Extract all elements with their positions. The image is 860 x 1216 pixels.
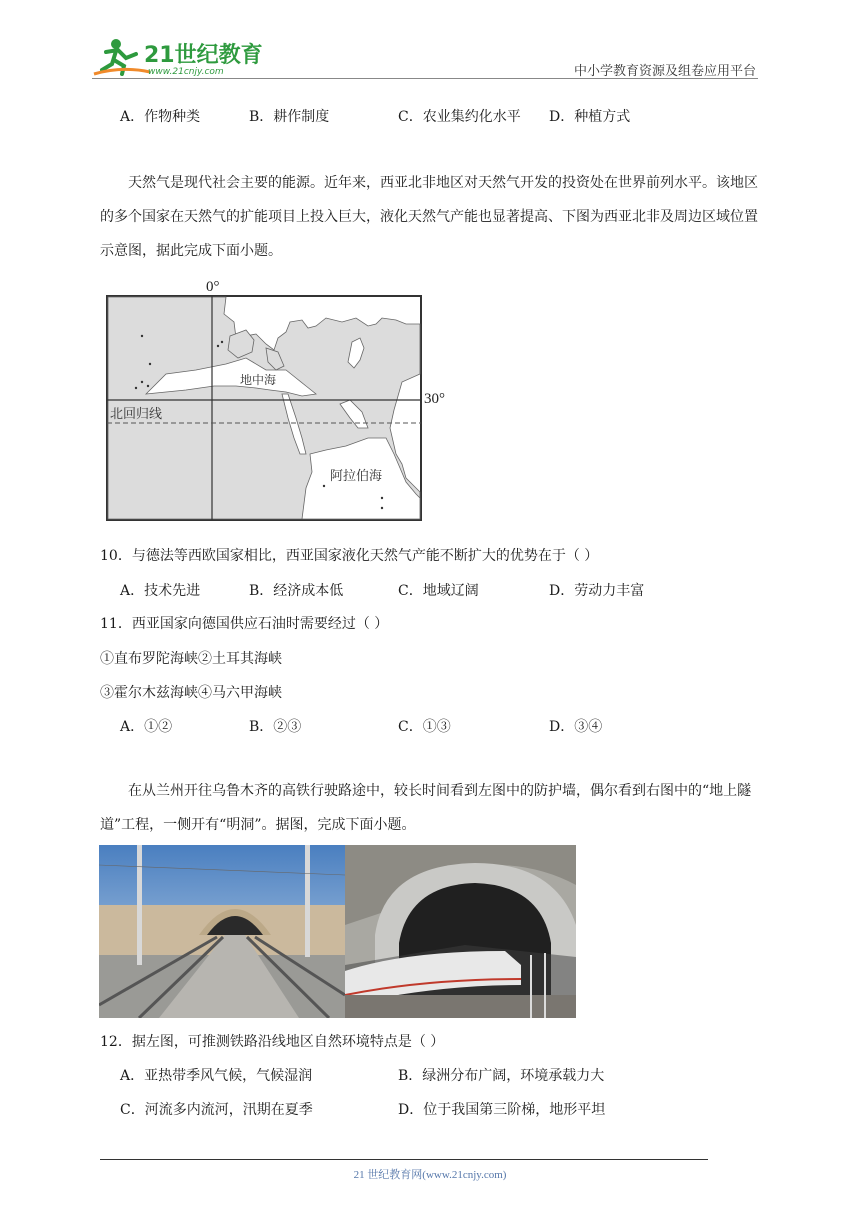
overground-tunnel-photo — [345, 845, 576, 1018]
q11-option-b: B．②③ — [249, 719, 302, 735]
q9-option-d: D．种植方式 — [549, 109, 631, 125]
q11-option-d: D．③④ — [549, 719, 603, 735]
arabian-sea-label: 阿拉伯海 — [330, 468, 383, 483]
q11-stem: 11．西亚国家向德国供应石油时需要经过（ ） — [100, 616, 389, 632]
svg-text:21世纪教育: 21世纪教育 — [144, 43, 262, 68]
q11-option-c: C．①③ — [398, 719, 451, 735]
tropic-label: 北回归线 — [110, 406, 163, 421]
svg-text:www.21cnjy.com: www.21cnjy.com — [148, 67, 224, 77]
header-divider — [92, 78, 758, 79]
q10-option-d: D．劳动力丰富 — [549, 583, 645, 599]
q10-option-a: A．技术先进 — [120, 583, 201, 599]
footer-divider — [100, 1159, 708, 1160]
q12-option-b: B．绿洲分布广阔，环境承载力大 — [398, 1068, 605, 1084]
q12-option-a: A．亚热带季风气候，气候湿润 — [120, 1068, 313, 1084]
latitude-label: 30° — [424, 391, 445, 407]
q9-option-b: B．耕作制度 — [249, 109, 330, 125]
q10-option-b: B．经济成本低 — [249, 583, 344, 599]
platform-name: 中小学教育资源及组卷应用平台 — [573, 64, 756, 79]
q11-line2: ③霍尔木兹海峡④马六甲海峡 — [100, 685, 282, 701]
site-logo — [92, 36, 262, 78]
protective-wall-photo — [99, 845, 345, 1018]
q11-line1: ①直布罗陀海峡②土耳其海峡 — [100, 651, 282, 667]
runner-icon — [94, 39, 150, 74]
footer-text: 21 世纪教育网(www.21cnjy.com) — [353, 1169, 507, 1181]
q12-option-c: C．河流多内流河，汛期在夏季 — [120, 1102, 313, 1118]
q12-stem: 12．据左图，可推测铁路沿线地区自然环境特点是（ ） — [100, 1034, 445, 1050]
q9-option-c: C．农业集约化水平 — [398, 109, 521, 125]
region-map — [106, 278, 462, 526]
q11-option-a: A．①② — [120, 719, 173, 735]
longitude-label: 0° — [206, 279, 220, 295]
mediterranean-label: 地中海 — [240, 373, 277, 387]
q10-option-c: C．地域辽阔 — [398, 583, 479, 599]
passage-railway: 在从兰州开往乌鲁木齐的高铁行驶路途中，较长时间看到左图中的防护墙，偶尔看到右图中的“地上隧道”工程，一侧开有“明洞”。据图，完成下面小题。 — [100, 783, 752, 833]
q12-option-d: D．位于我国第三阶梯，地形平坦 — [398, 1102, 606, 1118]
q9-option-a: A．作物种类 — [120, 109, 201, 125]
q10-stem: 10．与德法等西欧国家相比，西亚国家液化天然气产能不断扩大的优势在于（ ） — [100, 548, 599, 564]
passage-natural-gas: 天然气是现代社会主要的能源。近年来，西亚北非地区对天然气开发的投资处在世界前列水平。该地区的多个国家在天然气的扩能项目上投入巨大，液化天然气产能也显著提高、下图为西亚北非及周边区域位置示意图，据此完成下面小题。 — [100, 175, 758, 259]
